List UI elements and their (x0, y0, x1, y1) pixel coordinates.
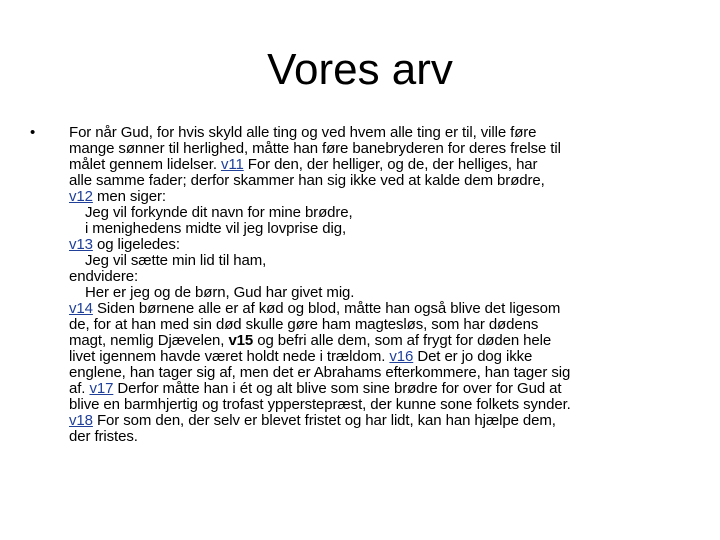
passage-text: Det er jo dog ikke (413, 348, 533, 365)
passage-line (69, 157, 699, 173)
verse-reference-link[interactable]: v12 (69, 188, 93, 205)
passage-text: livet igennem havde været holdt nede i trældom. (69, 348, 390, 365)
passage-line (69, 301, 699, 317)
passage-text: magt, nemlig Djævelen, (69, 332, 229, 349)
passage-text: Siden børnene alle er af kød og blod, måtte han også blive det ligesom (92, 300, 561, 317)
passage-text: mange sønner til herlighed, måtte han føre banebryderen for deres frelse til (69, 140, 561, 157)
passage-text: Derfor måtte han i ét og alt blive som sine brødre for over for Gud at (113, 380, 562, 397)
passage-line (69, 269, 699, 285)
verse-reference-link[interactable]: v11 (220, 156, 244, 173)
passage-text: målet gennem lidelser. (69, 156, 221, 173)
passage-line (69, 429, 699, 445)
bullet-marker: • (30, 124, 36, 141)
passage-line (69, 237, 699, 253)
passage-line (69, 365, 699, 381)
passage-line (69, 125, 699, 141)
passage-line (69, 317, 699, 333)
passage-text: de, for at han med sin død skulle gøre ham magtesløs, som har dødens (69, 316, 539, 333)
verse-reference-link[interactable]: v16 (389, 348, 414, 365)
passage-line (69, 381, 699, 397)
passage-line (69, 141, 699, 157)
passage-text: endvidere: (69, 268, 139, 285)
passage-text: alle samme fader; derfor skammer han sig ikke ved at kalde dem brødre, (69, 172, 545, 189)
passage-line (69, 221, 699, 237)
verse-reference-link[interactable]: v14 (69, 300, 93, 317)
passage-line (69, 173, 699, 189)
passage-line (69, 349, 699, 365)
passage-line (69, 253, 699, 269)
passage-text: men siger: (92, 188, 166, 205)
verse-reference-link[interactable]: v18 (69, 412, 93, 429)
slide-title: Vores arv (267, 45, 453, 94)
passage-line (69, 189, 699, 205)
verse-reference-link[interactable]: v17 (89, 380, 114, 397)
scripture-passage (69, 125, 699, 445)
passage-text: For den, der helliger, og de, der helliges, har (243, 156, 538, 173)
verse-number: v15 (228, 332, 254, 349)
passage-line (69, 413, 699, 429)
passage-text: blive en barmhjertig og trofast ypperstepræst, der kunne sone folkets synder. (69, 396, 571, 413)
passage-text: og ligeledes: (92, 236, 180, 253)
passage-text: af. (69, 380, 90, 397)
quoted-verse-text: i menighedens midte vil jeg lovprise dig, (85, 220, 347, 237)
passage-text: der fristes. (69, 428, 138, 445)
passage-text: For som den, der selv er blevet fristet og har lidt, kan han hjælpe dem, (92, 412, 556, 429)
quoted-verse-text: Jeg vil sætte min lid til ham, (85, 252, 267, 269)
passage-text: englene, han tager sig af, men det er Abrahams efterkommere, han tager sig (69, 364, 571, 381)
quoted-verse-text: Jeg vil forkynde dit navn for mine brødre, (85, 204, 353, 221)
verse-reference-link[interactable]: v13 (69, 236, 93, 253)
passage-line (69, 397, 699, 413)
passage-text: For når Gud, for hvis skyld alle ting og ved hvem alle ting er til, ville føre (69, 124, 537, 141)
passage-line (69, 285, 699, 301)
passage-text: og befri alle dem, som af frygt for døden hele (253, 332, 552, 349)
passage-line (69, 205, 699, 221)
quoted-verse-text: Her er jeg og de børn, Gud har givet mig. (85, 284, 355, 301)
passage-line (69, 333, 699, 349)
